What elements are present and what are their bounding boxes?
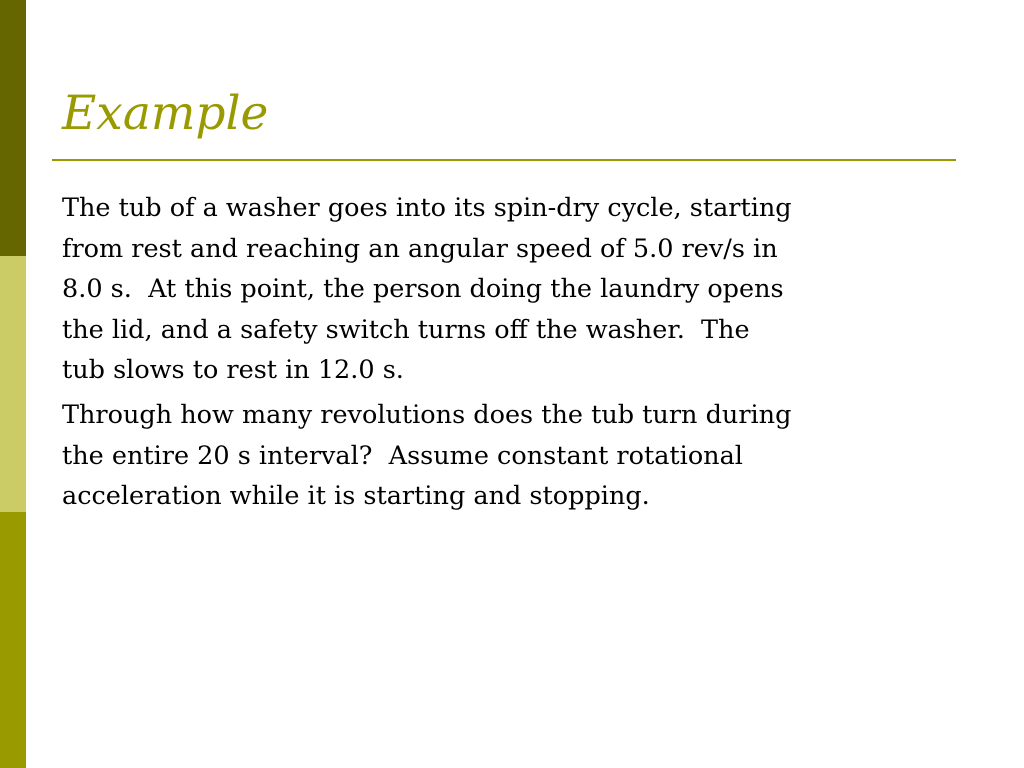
text-line: the entire 20 s interval? Assume constant rotational <box>62 440 743 471</box>
text-line: tub slows to rest in 12.0 s. <box>62 355 404 386</box>
slide-title: Example <box>62 86 269 141</box>
accent-bar-middle-segment <box>0 256 26 512</box>
slide-body <box>62 188 982 521</box>
problem-paragraph <box>62 188 982 391</box>
text-line: Through how many revolutions does the tub turn during <box>62 399 792 430</box>
text-line: 8.0 s. At this point, the person doing the laundry opens <box>62 274 784 305</box>
left-accent-bar <box>0 0 26 768</box>
text-line: the lid, and a safety switch turns off the washer. The <box>62 314 750 345</box>
text-line: The tub of a washer goes into its spin-dry cycle, starting <box>62 193 792 223</box>
text-line: acceleration while it is starting and stopping. <box>62 481 650 512</box>
accent-bar-bottom-segment <box>0 512 26 768</box>
question-paragraph <box>62 395 982 517</box>
accent-bar-top-segment <box>0 0 26 256</box>
text-line: from rest and reaching an angular speed of 5.0 rev/s in <box>62 233 778 264</box>
title-divider <box>52 159 956 161</box>
